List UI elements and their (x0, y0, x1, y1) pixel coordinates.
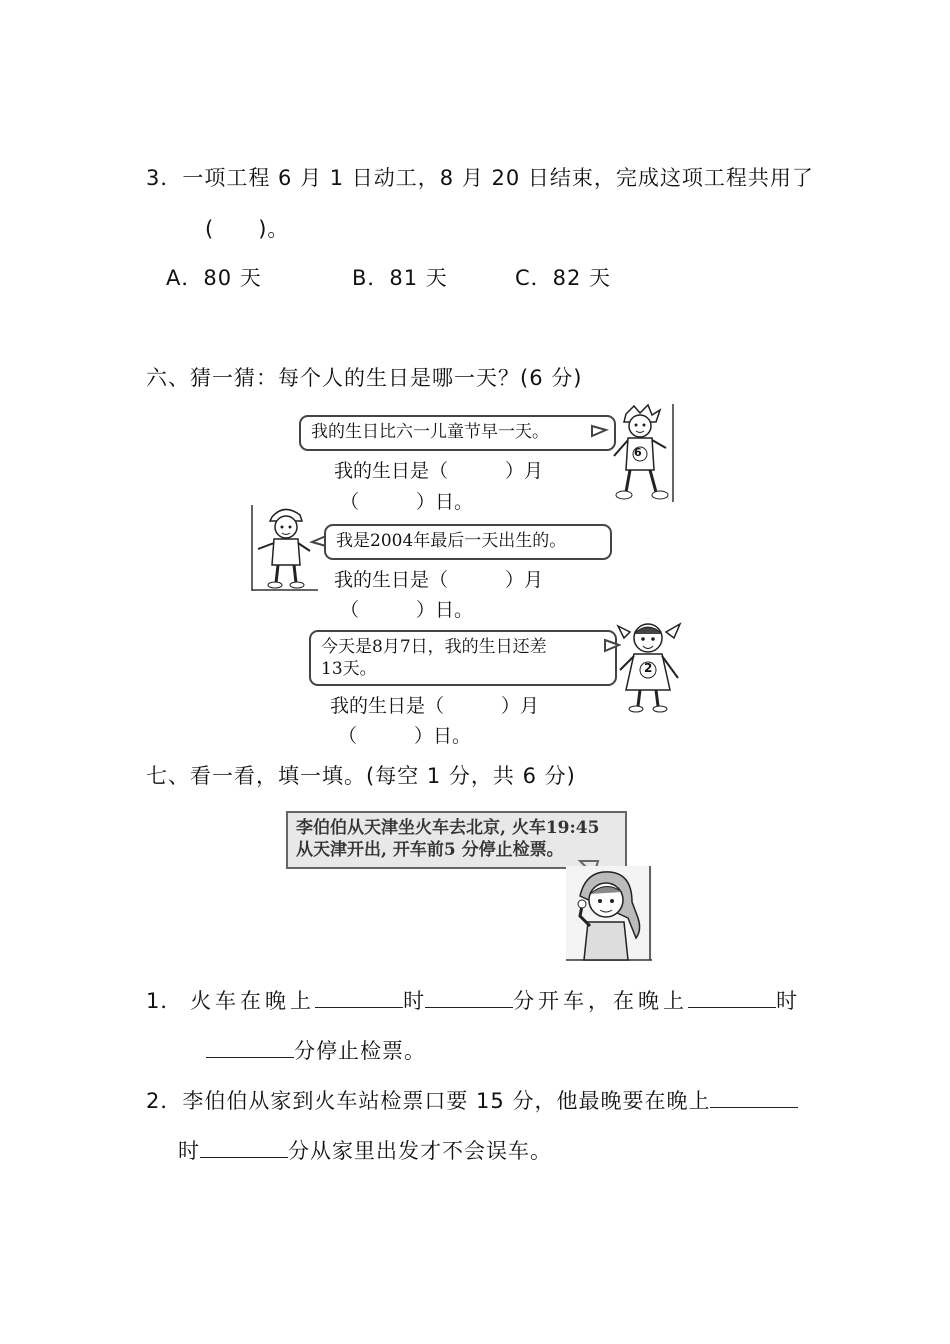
s7-q1-text4: 时 (776, 989, 799, 1013)
s7-q1-blank3[interactable] (688, 987, 776, 1008)
bubble-tail-1 (592, 426, 606, 440)
s7-q2-blank2[interactable] (200, 1137, 288, 1158)
item2-day-line: （ ）日。 (340, 599, 474, 621)
s7-q2-line2 (178, 1135, 552, 1165)
s7-q2-text3: 分从家里出发才不会误车。 (288, 1139, 552, 1163)
speech-text-3b: 13天。 (321, 659, 377, 679)
train-speech-line2: 从天津开出, 开车前5 分停止检票。 (296, 840, 564, 860)
q3-option-b: B．81 天 (352, 266, 448, 290)
s7-q2-text2: 时 (178, 1139, 200, 1163)
s7-q1-blank4[interactable] (206, 1037, 294, 1058)
s7-q2-blank1[interactable] (710, 1087, 798, 1108)
s7-q1-blank2[interactable] (425, 987, 513, 1008)
child-figure-icon (250, 505, 320, 591)
speech-bubble-1 (299, 415, 616, 451)
speech-text-3a: 今天是8月7日，我的生日还差 (321, 637, 547, 657)
boy1-shirt-digit: 6 (634, 446, 642, 459)
item1-day-line: （ ）日。 (340, 491, 474, 513)
item3-day-line: （ ）日。 (338, 725, 472, 747)
q3-option-c: C．82 天 (515, 266, 612, 290)
s7-q1-text1: 火车在晚上 (190, 989, 316, 1013)
item1-month-line: 我的生日是（ ）月 (334, 460, 544, 482)
s7-q1-text5: 分停止检票。 (294, 1039, 426, 1063)
girl-shirt-digit: 2 (644, 661, 653, 675)
q3-option-a: A．80 天 (166, 266, 262, 290)
s7-q1-text3: 分开车，在晚上 (513, 989, 689, 1013)
s7-q2-line1 (146, 1085, 798, 1115)
speech-text-1: 我的生日比六一儿童节早一天。 (311, 422, 549, 442)
s7-q1-blank1[interactable] (315, 987, 403, 1008)
q3-number: 3． (146, 166, 183, 190)
speech-text-2: 我是2004年最后一天出生的。 (336, 531, 567, 551)
s7-q2-number: 2． (146, 1089, 183, 1113)
speech-bubble-3 (309, 630, 617, 686)
q3-line1 (146, 162, 814, 192)
s7-q1-number: 1． (146, 989, 183, 1013)
s7-q2-text1: 李伯伯从家到火车站检票口要 15 分，他最晚要在晚上 (182, 1089, 711, 1113)
section7-title: 七、看一看，填一填。(每空 1 分，共 6 分) (146, 764, 576, 788)
s7-q1-text2: 时 (403, 989, 426, 1013)
speech-bubble-2 (324, 524, 612, 560)
q3-text: 一项工程 6 月 1 日动工，8 月 20 日结束，完成这项工程共用了 (182, 166, 814, 190)
girl-pointing-figure-icon (566, 866, 652, 962)
item3-month-line: 我的生日是（ ）月 (330, 695, 540, 717)
speech-bubble-train (286, 811, 627, 869)
s7-q1-line1 (146, 985, 798, 1015)
s7-q1-line2 (206, 1035, 426, 1065)
train-speech-line1: 李伯伯从天津坐火车去北京, 火车19:45 (296, 818, 600, 838)
q3-answer-paren: ( )。 (205, 217, 290, 241)
item2-month-line: 我的生日是（ ）月 (334, 569, 544, 591)
section6-title: 六、猜一猜：每个人的生日是哪一天？(6 分) (146, 366, 583, 390)
